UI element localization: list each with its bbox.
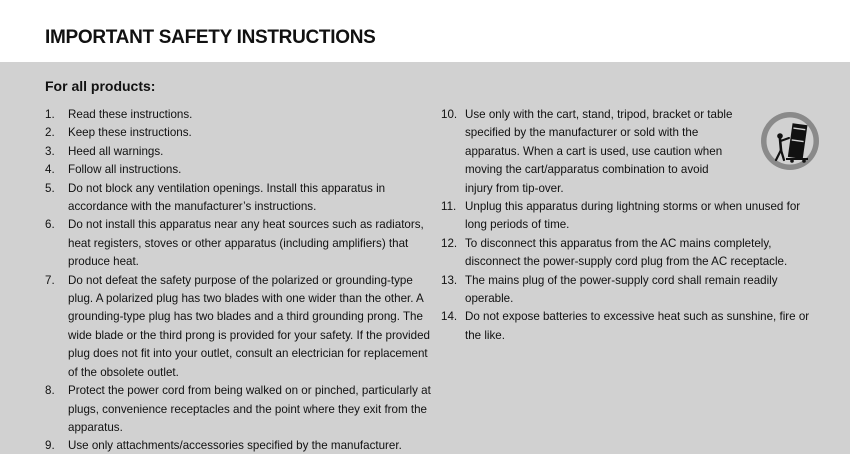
instruction-item <box>45 161 440 179</box>
instructions-panel <box>0 62 850 454</box>
instruction-text: Do not defeat the safety purpose of the polarized or grounding-type plug. A polarized plug has two blades with one wider than the other. A grounding-type plug has two blades and a third grounding prong. The wide blade or the third prong is provided for your safety. If the provided plug does not fit into your outlet, consult an electrician for replacement of the obsolete outlet. <box>68 273 430 379</box>
instruction-item <box>45 124 440 142</box>
instruction-number: 11. <box>441 200 457 214</box>
instructions-list-left <box>45 106 440 456</box>
instruction-number: 10. <box>441 108 458 121</box>
instruction-text: Use only with the cart, stand, tripod, bracket or table specified by the manufacturer or sold with the apparatus. When a cart is used, use caution when moving the cart/apparatus combination to avoid injury from tip-over. <box>465 108 733 195</box>
page-title: IMPORTANT SAFETY INSTRUCTIONS <box>45 27 376 48</box>
instruction-text: Use only attachments/accessories specified by the manufacturer. <box>68 439 402 453</box>
instruction-number: 6. <box>45 218 55 232</box>
instruction-number: 8. <box>45 384 55 398</box>
instruction-item <box>440 198 825 235</box>
instruction-number: 9. <box>45 439 55 453</box>
instruction-number: 3. <box>45 144 55 158</box>
instruction-item <box>440 235 825 272</box>
instruction-item <box>45 180 440 217</box>
instruction-text: Protect the power cord from being walked on or pinched, particularly at plugs, convenience receptacles and the point where they exit from the apparatus. <box>68 384 431 434</box>
instruction-number: 7. <box>45 273 55 287</box>
section-subtitle: For all products: <box>45 78 156 94</box>
instruction-number: 1. <box>45 108 55 121</box>
instruction-text: Keep these instructions. <box>68 126 192 140</box>
instruction-number: 4. <box>45 163 55 177</box>
instruction-text: Follow all instructions. <box>68 163 182 177</box>
instruction-number: 13. <box>441 273 458 287</box>
instruction-number: 14. <box>441 310 458 324</box>
instruction-text: Do not block any ventilation openings. Install this apparatus in accordance with the manufacturer’s instructions. <box>68 181 386 214</box>
instruction-text: Do not install this apparatus near any heat sources such as radiators, heat registers, stoves or other apparatus (including amplifiers) that produce heat. <box>68 218 424 269</box>
instruction-text: The mains plug of the power-supply cord shall remain readily operable. <box>465 273 778 306</box>
instruction-text: Do not expose batteries to excessive heat such as sunshine, fire or the like. <box>465 310 810 342</box>
instruction-item <box>45 106 440 124</box>
instruction-item <box>45 437 440 455</box>
instruction-number: 5. <box>45 181 55 195</box>
instruction-item <box>440 272 825 309</box>
instruction-text: Unplug this apparatus during lightning storms or when unused for long periods of time. <box>465 200 801 232</box>
cart-tip-over-warning-icon <box>759 110 821 172</box>
instruction-item <box>45 272 440 382</box>
instruction-item <box>45 216 440 271</box>
instruction-item <box>45 382 440 437</box>
instruction-text: Heed all warnings. <box>68 144 164 158</box>
instruction-item <box>45 143 440 161</box>
instruction-text: To disconnect this apparatus from the AC mains completely, disconnect the power-supply cord plug from the AC receptacle. <box>465 236 788 269</box>
instruction-item <box>440 308 825 345</box>
instruction-number: 2. <box>45 126 55 140</box>
instruction-text: Read these instructions. <box>68 108 193 121</box>
instruction-number: 12. <box>441 236 458 250</box>
